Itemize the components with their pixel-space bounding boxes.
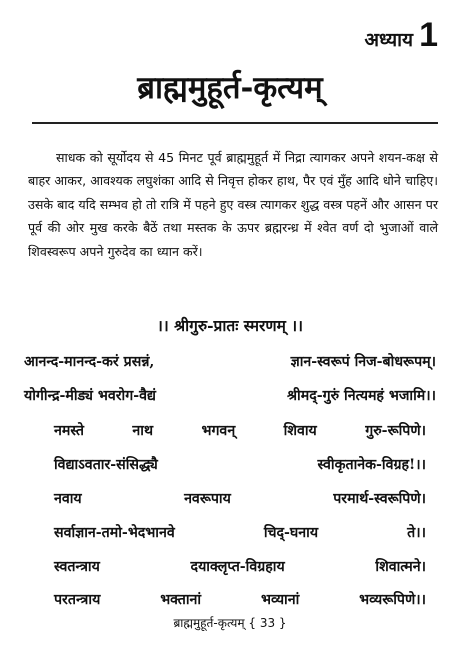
intro-paragraph: साधक को सूर्योदय से 45 मिनट पूर्व ब्राह्ममुहूर्त में निद्रा त्यागकर अपने शयन-कक्ष से बाहर आकर, आवश्यक लघुशंका आदि से निवृत्त होकर हाथ, पैर एवं मुँह आदि धोने चाहिए। उसके बाद यदि सम्भव हो तो रात्रि में पहने हुए वस्त्र त्यागकर शुद्ध वस्त्र पहनें और आसन पर पूर्व की ओर मुख करके बैठें तथा मस्तक के ऊपर ब्रह्मरन्ध्र में श्वेत वर्ण दो भुजाओं वाले शिवस्वरूप अपने गुरुदेव का ध्यान करें। [28,150,438,259]
verse-segment: आनन्द-मानन्द-करं प्रसन्नं, [24,354,155,370]
verse-line-2 [24,386,436,405]
verse-segment: नवाय [54,491,82,507]
verse-segment: परमार्थ-स्वरूपिणे। [333,491,426,507]
chapter-heading [364,18,438,52]
verse-segment: नवरूपाय [184,491,231,507]
stotra-title: ।। श्रीगुरु-प्रातः स्मरणम् ।। [156,316,304,335]
verse-line-4 [54,455,426,474]
page-footer: ब्राह्ममुहूर्त-कृत्यम् { 33 } [173,616,287,630]
verse-segment: परतन्त्राय [54,592,101,608]
page-title: ब्राह्ममुहूर्त-कृत्यम् [137,70,323,106]
verse-segment: ज्ञान-स्वरूपं निज-बोधरूपम्। [290,354,436,370]
verse-line-6 [54,523,426,542]
verse-segment: दयाक्लृप्त-विग्रहाय [190,559,285,575]
verse-segment: नमस्ते [54,423,84,439]
title-underline [32,122,438,124]
verse-line-3 [54,421,426,440]
chapter-number: 1 [419,16,438,54]
verse-segment: भगवन् [201,423,236,439]
verse-segment: गुरु-रूपिणे। [365,423,426,439]
verse-segment: सर्वाज्ञान-तमो-भेदभानवे [54,525,175,541]
verse-line-5 [54,489,426,508]
verse-segment: ते।। [407,525,426,541]
verse-segment: भव्यरूपिणे।। [359,592,426,608]
verse-segment: स्वीकृतानेक-विग्रह!।। [317,457,426,473]
verse-line-1 [24,352,436,371]
verse-segment: चिद्-घनाय [263,525,319,541]
verse-segment: स्वतन्त्राय [54,559,100,575]
title-block [24,66,436,114]
verse-segment: श्रीमद्-गुरुं नित्यमहं भजामि।। [287,388,436,404]
verse-line-8 [54,590,426,609]
verse-segment: शिवाय [283,423,317,439]
verse-segment: भक्तानां [160,592,202,608]
verse-segment: शिवात्मने। [375,559,426,575]
verse-segment: विद्याऽवतार-संसिद्ध्यै [54,457,158,473]
verse-segment: नाथ [132,423,154,439]
verse-segment: योगीन्द्र-मीड्यं भवरोग-वैद्यं [24,388,156,404]
chapter-label: अध्याय [364,29,414,51]
verse-line-7 [54,557,426,576]
verse-segment: भव्यानां [260,592,300,608]
